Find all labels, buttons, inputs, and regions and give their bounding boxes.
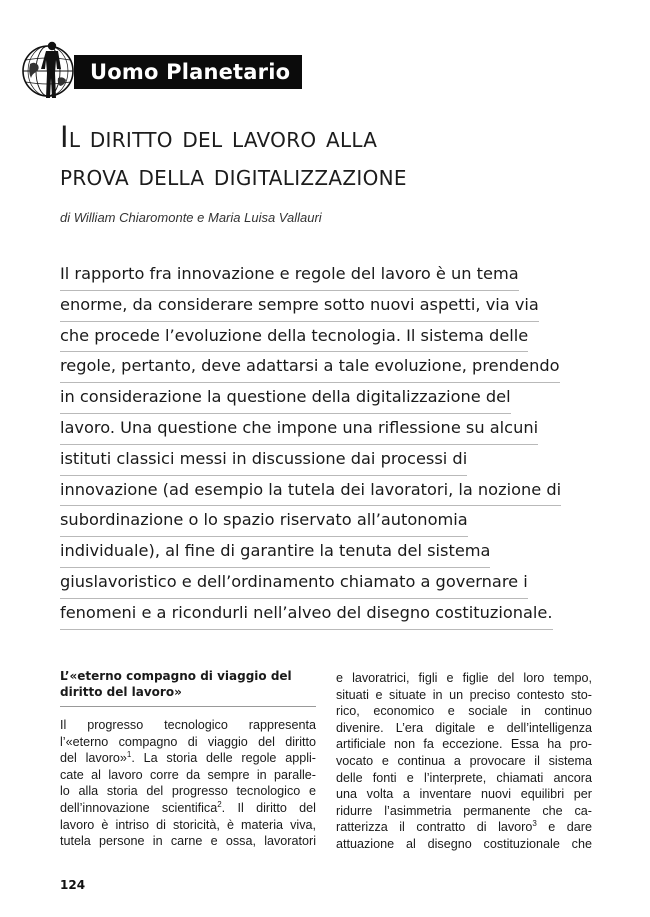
body-line: Il progresso tecnologico rappresenta [60, 718, 316, 732]
body-line: del lavoro»$^1$. La storia delle regole appli- [60, 750, 316, 766]
abstract-line: istituti classici messi in discussione dai processi di [60, 445, 467, 476]
section-heading: L’«eterno compagno di viaggio del diritto del lavoro» [60, 668, 316, 707]
footnote-ref: 3 [532, 819, 537, 829]
body-line: ridurre l’asimmetria permanente che ca- [336, 803, 592, 818]
abstract-line: giuslavoristico e dell’ordinamento chiamato a governare i [60, 568, 528, 599]
body-line: e lavoratrici, figli e figlie del loro tempo, [336, 671, 592, 685]
body-column-left [60, 668, 316, 850]
body-column-right [336, 670, 592, 853]
abstract-line: fenomeni e a ricondurli nell’alveo del disegno costituzionale. [60, 599, 553, 630]
body-line: cate al lavoro corre da sempre in paralle- [60, 767, 316, 782]
body-line: divenire. L’era digitale e dell’intelligenza [336, 720, 592, 735]
body-line: delle fonti e l’interprete, chiamati ancora [336, 770, 592, 785]
body-line: rico, economico e sociale in continuo [336, 704, 592, 719]
title-line: Il diritto del lavoro alla [60, 120, 378, 154]
abstract [60, 260, 580, 630]
footnote-ref: 2 [217, 799, 222, 809]
footnote-ref: 1 [126, 750, 132, 759]
body-line: una volta a inventare nuovi equilibri per [336, 787, 592, 802]
body-line: dell’innovazione scientifica$^2$. Il diritto del [60, 799, 316, 815]
body-line: vocato e continua a provocare il sistema [336, 753, 592, 768]
body-line: artificiale non fa eccezione. Essa ha pro- [336, 737, 592, 752]
rubric-title: Uomo Planetario [74, 55, 302, 89]
page-number: 124 [60, 878, 86, 892]
body-line: attuazione al disegno costituzionale che [336, 836, 592, 851]
abstract-line: subordinazione o lo spazio riservato all’autonomia [60, 506, 468, 537]
body-line: tutela persone in carne e ossa, lavoratori [60, 834, 316, 849]
abstract-line: regole, pertanto, deve adattarsi a tale evoluzione, prendendo [60, 352, 560, 383]
body-line: ratterizza il contratto di lavoro$^3$ e dare [336, 819, 592, 835]
byline: di William Chiaromonte e Maria Luisa Vallauri [60, 210, 322, 225]
article-title [60, 118, 620, 194]
body-line: lo alla storia del progresso tecnologico e [60, 784, 316, 799]
abstract-line: che procede l’evoluzione della tecnologia. Il sistema delle [60, 322, 528, 353]
rubric-header [16, 38, 316, 102]
body-line: situati e situate in un preciso contesto sto- [336, 687, 592, 702]
abstract-line: Il rapporto fra innovazione e regole del lavoro è un tema [60, 260, 519, 291]
abstract-line: individuale), al fine di garantire la tenuta del sistema [60, 537, 490, 568]
body-line: lavoro è intriso di storicità, è materia viva, [60, 817, 316, 832]
abstract-line: in considerazione la questione della digitalizzazione del [60, 383, 511, 414]
abstract-line: enorme, da considerare sempre sotto nuovi aspetti, via via [60, 291, 539, 322]
abstract-line: lavoro. Una questione che impone una riflessione su alcuni [60, 414, 538, 445]
body-line: l’«eterno compagno di viaggio del diritto [60, 734, 316, 749]
globe-man-icon [18, 38, 82, 102]
title-line: prova della digitalizzazione [60, 158, 407, 192]
abstract-line: innovazione (ad esempio la tutela dei lavoratori, la nozione di [60, 476, 561, 507]
